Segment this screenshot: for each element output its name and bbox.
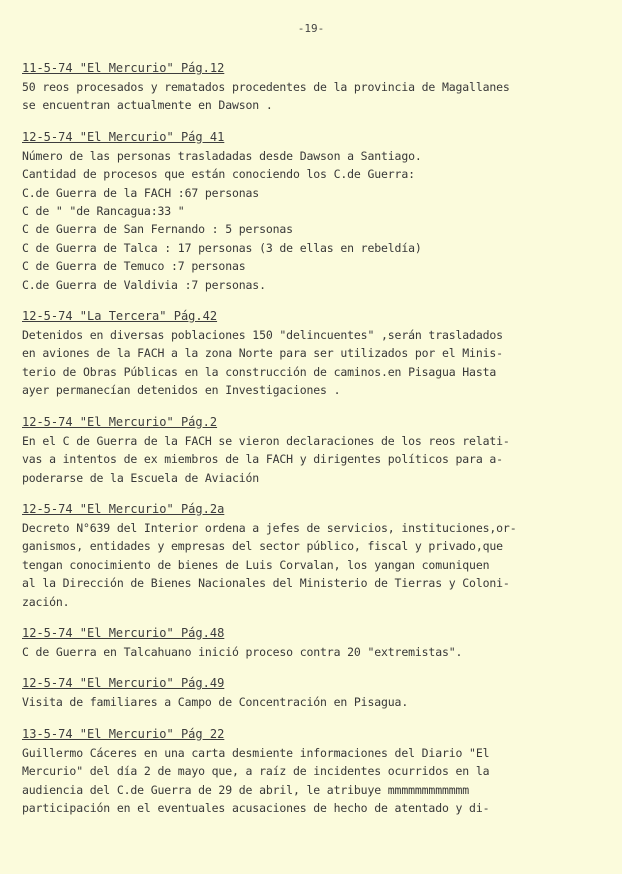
news-entry <box>22 129 597 294</box>
entry-heading: 12-5-74 "El Mercurio" Pág 41 <box>22 129 225 144</box>
entry-line: C de Guerra de San Fernando : 5 personas <box>22 222 293 237</box>
news-entry <box>22 501 597 611</box>
news-entry <box>22 625 597 661</box>
entry-line: Mercurio" del día 2 de mayo que, a raíz de incidentes ocurridos en la <box>22 764 490 779</box>
entry-heading: 12-5-74 "La Tercera" Pág.42 <box>22 309 218 324</box>
entry-line: Número de las personas trasladadas desde Dawson a Santiago. <box>22 148 422 163</box>
entry-line: Guillermo Cáceres en una carta desmiente informaciones del Diario "El <box>22 745 490 760</box>
entry-line: se encuentran actualmente en Dawson . <box>22 98 273 113</box>
entry-heading: 11-5-74 "El Mercurio" Pág.12 <box>22 61 225 75</box>
entry-line: poderarse de la Escuela de Aviación <box>22 470 260 485</box>
news-entry <box>22 308 597 400</box>
entry-line: Detenidos en diversas poblaciones 150 "delincuentes" ,serán trasladados <box>22 328 503 343</box>
entry-line: vas a intentos de ex miembros de la FACH y dirigentes políticos para a- <box>22 452 503 467</box>
entry-line: C de Guerra de Talca : 17 personas (3 de ellas en rebeldía) <box>22 240 422 255</box>
entry-line: C de " "de Rancagua:33 " <box>22 204 185 219</box>
news-entry <box>22 675 597 711</box>
entry-line: C de Guerra de Temuco :7 personas <box>22 259 246 274</box>
entry-heading: 12-5-74 "El Mercurio" Pág.2a <box>22 501 225 516</box>
entry-line: zación. <box>22 594 70 609</box>
entry-line: terio de Obras Públicas en la construcción de caminos.en Pisagua Hasta <box>22 364 497 379</box>
entry-line: tengan conocimiento de bienes de Luis Corvalan, los yangan comuniquen <box>22 557 490 572</box>
entry-line: 50 reos procesados y rematados procedentes de la provincia de Magallanes <box>22 80 510 94</box>
entry-line: En el C de Guerra de la FACH se vieron declaraciones de los reos relati- <box>22 433 510 448</box>
entry-line: Visita de familiares a Campo de Concentración en Pisagua. <box>22 695 409 710</box>
news-entry <box>22 726 597 818</box>
entry-line: ganismos, entidades y empresas del sector público, fiscal y privado,que <box>22 539 503 554</box>
entry-heading: 12-5-74 "El Mercurio" Pág.2 <box>22 414 218 429</box>
entry-line: en aviones de la FACH a la zona Norte para ser utilizados por el Minis- <box>22 346 503 361</box>
entry-heading: 12-5-74 "El Mercurio" Pág.49 <box>22 676 225 691</box>
entry-line: participación en el eventuales acusaciones de hecho de atentado y di- <box>22 800 490 815</box>
entry-line: audiencia del C.de Guerra de 29 de abril, le atribuye mmmmmmmmmmmm <box>22 782 470 797</box>
entry-line: ayer permanecían detenidos en Investigaciones . <box>22 383 341 398</box>
news-entry <box>22 60 597 115</box>
entry-line: C de Guerra en Talcahuano inició proceso contra 20 "extremistas". <box>22 644 463 659</box>
entry-heading: 13-5-74 "El Mercurio" Pág 22 <box>22 726 225 741</box>
entries-list <box>22 60 597 831</box>
entry-line: al la Dirección de Bienes Nacionales del Ministerio de Tierras y Coloni- <box>22 576 510 591</box>
news-entry <box>22 414 597 487</box>
entry-line: Decreto N°639 del Interior ordena a jefes de servicios, instituciones,or- <box>22 520 517 535</box>
entry-line: C.de Guerra de Valdivia :7 personas. <box>22 277 266 292</box>
entry-line: C.de Guerra de la FACH :67 personas <box>22 185 260 200</box>
entry-line: Cantidad de procesos que están conociendo los C.de Guerra: <box>22 167 415 182</box>
entry-heading: 12-5-74 "El Mercurio" Pág.48 <box>22 625 225 640</box>
page-number: -19- <box>297 22 325 35</box>
